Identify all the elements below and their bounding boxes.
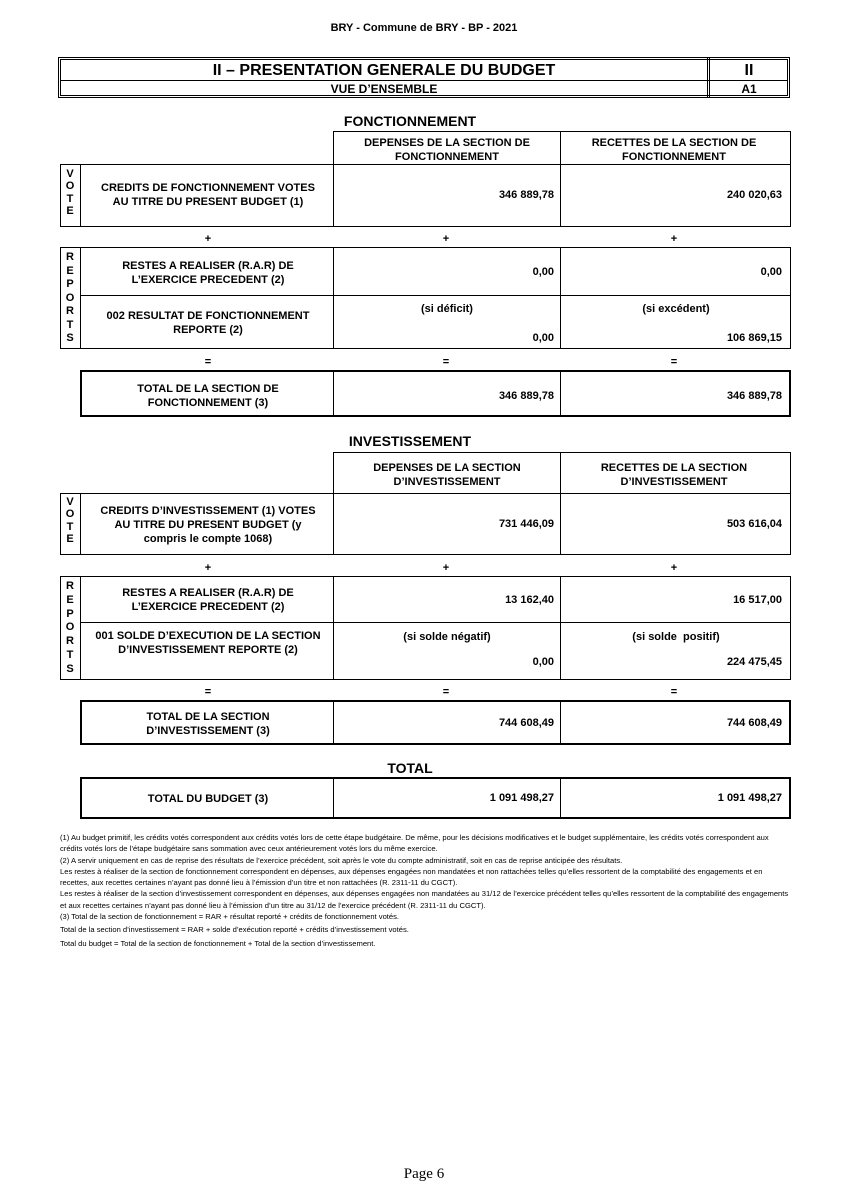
investissement-title: INVESTISSEMENT [348,433,472,449]
equals-sign: = [204,356,212,368]
fonct-vote-label: CREDITS DE FONCTIONNEMENT VOTES AU TITRE DU PRESENT BUDGET (1) [101,182,315,208]
invest-solde-depenses: 0,00 [532,656,554,668]
fonct-col-depenses: DEPENSES DE LA SECTION DE FONCTIONNEMENT [364,137,530,163]
reports-letter: P [66,607,74,620]
fonct-resultat-label: 002 RESULTAT DE FONCTIONNEMENT REPORTE (2) [106,310,310,336]
invest-solde-label: 001 SOLDE D’EXECUTION DE LA SECTION D’INVESTISSEMENT REPORTE (2) [95,630,321,656]
reports-letter: E [66,264,74,277]
fonct-rar-label: RESTES A REALISER (R.A.R) DE L’EXERCICE PRECEDENT (2) [122,260,294,286]
fonct-reports-letters [62,251,78,346]
equals-sign: = [204,686,212,698]
footnote: Les restes à réaliser de la section de fonctionnement correspondent en dépenses, aux dépenses engagées non mandatées et non rattachées telles qu’elles ressortent de la comptabilité des engagements et en recettes, aux recettes certaines n’ayant pas donné lieu à l’émission d’un titre et non rattachées (R. 2311-11 du CGCT). [60,866,763,888]
fonct-resultat-recettes: 106 869,15 [726,332,782,344]
invest-rar-depenses: 13 162,40 [505,594,554,606]
invest-solde-recettes: 224 475,45 [726,656,782,668]
vote-letter: O [65,180,75,193]
invest-col-depenses: DEPENSES DE LA SECTION D’INVESTISSEMENT [373,462,521,488]
fonct-total-recettes: 346 889,78 [726,390,782,402]
page-number: Page 6 [403,1166,445,1182]
reports-letter: T [66,318,74,331]
fonct-vote-divider-2 [560,164,561,227]
reports-letter: R [66,305,74,317]
page-title: II – PRESENTATION GENERALE DU BUDGET [212,62,556,79]
plus-sign: + [204,562,212,574]
plus-sign: + [204,233,212,245]
fonct-deficit-note: (si déficit) [421,303,473,315]
fonct-vote-recettes: 240 020,63 [726,189,782,201]
vote-letter: T [66,520,74,533]
reports-letter: O [65,621,75,634]
plus-sign: + [442,233,450,245]
invest-col-divider [560,452,561,494]
vote-letter: E [66,205,74,218]
fonct-reports-letter-divider [80,247,81,349]
invest-vote-letters [62,496,78,546]
equals-sign: = [670,686,678,698]
document-header: BRY - Commune de BRY - BP - 2021 [330,22,518,34]
fonct-total-divider-1 [333,370,334,417]
invest-vote-recettes: 503 616,04 [726,518,782,530]
reports-letter: T [66,648,74,661]
footnote: Les restes à réaliser de la section d’investissement correspondent en dépenses, aux dépenses engagées non mandatées au 31/12 de l’exercice précédent telles qu’elles ressortent de la comptabilité des engagements et aux recettes certaines n’ayant pas donné lieu à l’émission d’un titre au 31/12 de l’exercice précédent (R. 2311-11 du CGCT). [60,889,789,910]
equals-sign: = [670,356,678,368]
invest-total-depenses: 744 608,49 [498,717,554,729]
plus-sign: + [670,233,678,245]
fonct-rar-depenses: 0,00 [532,266,554,278]
fonct-vote-letters [62,168,78,218]
invest-total-divider-2 [560,700,561,745]
fonct-vote-divider-1 [333,164,334,227]
fonct-excedent-note: (si excédent) [642,303,710,315]
invest-vote-divider-1 [333,493,334,555]
fonct-col-divider [560,131,561,165]
invest-positif-note: (si solde positif) [632,631,720,643]
footnote: (1) Au budget primitif, les crédits votés correspondent aux crédits votés lors de cette étape budgétaire. De même, pour les décisions modificatives et le budget supplémentaire, les crédits votés correspondent aux crédits votés lors de l’étape budgétaire sans sommation avec ceux antérieurement votés lors du même exercice. [60,833,769,854]
invest-reports-letters [62,580,78,677]
invest-reports-rowline [80,622,791,623]
footnote: Total du budget = Total de la section de fonctionnement + Total de la section d’investissement. [60,938,376,948]
fonct-total-divider-2 [560,370,561,417]
page-subtitle: VUE D’ENSEMBLE [330,82,438,96]
banner-midline [61,80,787,81]
fonct-reports-rowline [80,295,791,296]
invest-total-label: TOTAL DE LA SECTION D’INVESTISSEMENT (3) [146,711,270,737]
fonct-resultat-depenses: 0,00 [532,332,554,344]
reports-letter: E [66,593,74,606]
reports-letter: S [66,332,74,344]
invest-vote-divider-2 [560,493,561,555]
invest-vote-depenses: 731 446,09 [498,518,554,530]
total-title: TOTAL [387,760,433,776]
vote-letter: T [66,192,74,205]
footnotes [60,832,790,949]
sheet-code: A1 [741,82,757,96]
fonct-col-recettes: RECETTES DE LA SECTION DE FONCTIONNEMENT [591,137,757,163]
reports-letter: R [66,580,74,592]
invest-rar-label: RESTES A REALISER (R.A.R) DE L’EXERCICE PRECEDENT (2) [122,587,294,613]
fonct-vote-depenses: 346 889,78 [498,189,554,201]
vote-letter: V [66,496,74,508]
plus-sign: + [442,562,450,574]
vote-letter: O [65,508,75,521]
total-budget-recettes: 1 091 498,27 [717,792,782,804]
fonctionnement-title: FONCTIONNEMENT [343,113,477,129]
invest-col-recettes: RECETTES DE LA SECTION D’INVESTISSEMENT [600,462,748,488]
fonct-reports-divider-2 [560,247,561,349]
fonct-total-depenses: 346 889,78 [498,390,554,402]
invest-reports-divider-2 [560,576,561,680]
reports-letter: S [66,662,74,675]
invest-vote-label: CREDITS D’INVESTISSEMENT (1) VOTES AU TITRE DU PRESENT BUDGET (y compris le compte 1068) [100,505,316,545]
fonct-vote-letter-divider [80,164,81,227]
invest-vote-letter-divider [80,493,81,555]
fonct-total-label: TOTAL DE LA SECTION DE FONCTIONNEMENT (3) [137,383,279,409]
invest-reports-letter-divider [80,576,81,680]
fonct-reports-divider-1 [333,247,334,349]
vote-letter: V [66,168,74,180]
reports-letter: O [65,291,75,304]
total-divider-2 [560,777,561,819]
footnote: Total de la section d’investissement = RAR + solde d’exécution reporté + crédits d’investissement votés. [60,925,409,935]
invest-rar-recettes: 16 517,00 [733,594,782,606]
vote-letter: E [66,533,74,546]
reports-letter: P [66,278,74,290]
plus-sign: + [670,562,678,574]
equals-sign: = [442,686,450,698]
reports-letter: R [66,635,74,648]
footnote: (2) A servir uniquement en cas de reprise des résultats de l’exercice précédent, soit après le vote du compte administratif, soit en cas de reprise anticipée des résultats. [60,855,623,865]
footnote: (3) Total de la section de fonctionnement = RAR + résultat reporté + crédits de fonctionnement votés. [60,912,400,922]
invest-total-divider-1 [333,700,334,745]
invest-negatif-note: (si solde négatif) [403,631,491,643]
reports-letter: R [66,251,74,263]
total-divider-1 [333,777,334,819]
section-code: II [744,62,754,79]
fonct-rar-recettes: 0,00 [760,266,782,278]
invest-reports-divider-1 [333,576,334,680]
total-budget-label: TOTAL DU BUDGET (3) [147,793,269,805]
invest-total-recettes: 744 608,49 [726,717,782,729]
total-budget-depenses: 1 091 498,27 [489,792,554,804]
equals-sign: = [442,356,450,368]
